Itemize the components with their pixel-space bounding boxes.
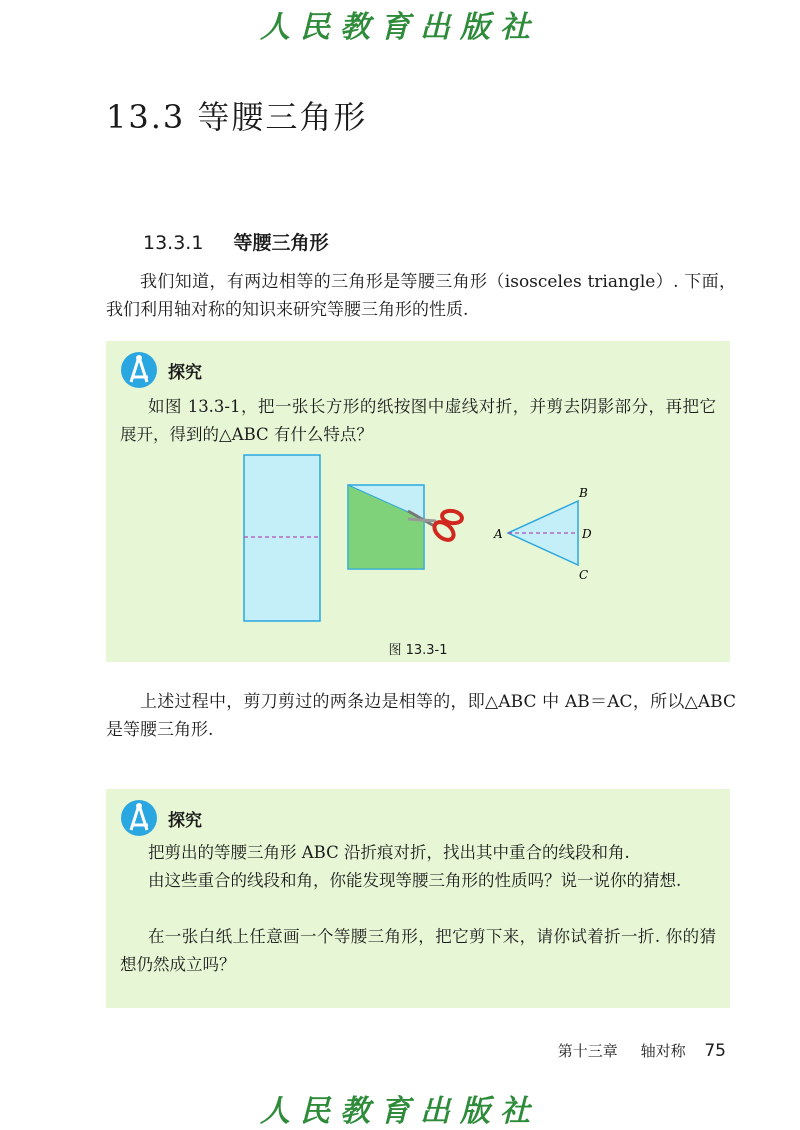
explore-box-2	[106, 789, 730, 1008]
figure-13-3-1	[236, 451, 616, 631]
page-number: 75	[704, 1041, 726, 1061]
footer-chapter-title: 轴对称	[640, 1042, 686, 1060]
intro-paragraph: 我们知道，有两边相等的三角形是等腰三角形（isosceles triangle）. 下面，我们利用轴对称的知识来研究等腰三角形的性质.	[106, 272, 736, 320]
label-d: D	[582, 527, 592, 541]
footer-chapter: 第十三章	[557, 1042, 618, 1060]
explore-label: 探究	[168, 362, 202, 383]
figure-caption: 图 13.3-1	[388, 643, 448, 658]
explore-heading-2	[120, 799, 202, 837]
subsection-number: 13.3.1	[143, 232, 204, 254]
explore-box-1	[106, 341, 730, 662]
explore-1-text: 如图 13.3-1，把一张长方形的纸按图中虚线对折，并剪去阴影部分，再把它展开，得到的△ABC 有什么特点？	[120, 397, 716, 444]
unfolded-paper	[244, 455, 320, 621]
explore-2-line-3: 在一张白纸上任意画一个等腰三角形，把它剪下来，请你试着折一折. 你的猜想仍然成立吗？	[120, 927, 716, 974]
publisher-header: 人民教育出版社	[260, 10, 540, 45]
explore-heading-1	[120, 351, 202, 389]
page-footer	[558, 1040, 726, 1061]
publisher-footer: 人民教育出版社	[260, 1094, 540, 1129]
section-title: 13.3 等腰三角形	[106, 98, 368, 136]
conclusion-paragraph: 上述过程中，剪刀剪过的两条边是相等的，即△ABC 中 AB＝AC，所以△ABC 是等腰三角形.	[106, 692, 736, 740]
explore-2-line-2: 由这些重合的线段和角，你能发现等腰三角形的性质吗？说一说你的猜想.	[148, 871, 682, 890]
explore-label: 探究	[168, 810, 202, 831]
label-a: A	[494, 527, 503, 541]
label-c: C	[579, 568, 589, 582]
subsection-heading	[143, 228, 329, 255]
compass-icon	[120, 799, 158, 837]
label-b: B	[579, 486, 588, 500]
explore-2-line-1: 把剪出的等腰三角形 ABC 沿折痕对折，找出其中重合的线段和角.	[148, 843, 630, 862]
compass-icon	[120, 351, 158, 389]
subsection-title: 等腰三角形	[233, 232, 329, 254]
